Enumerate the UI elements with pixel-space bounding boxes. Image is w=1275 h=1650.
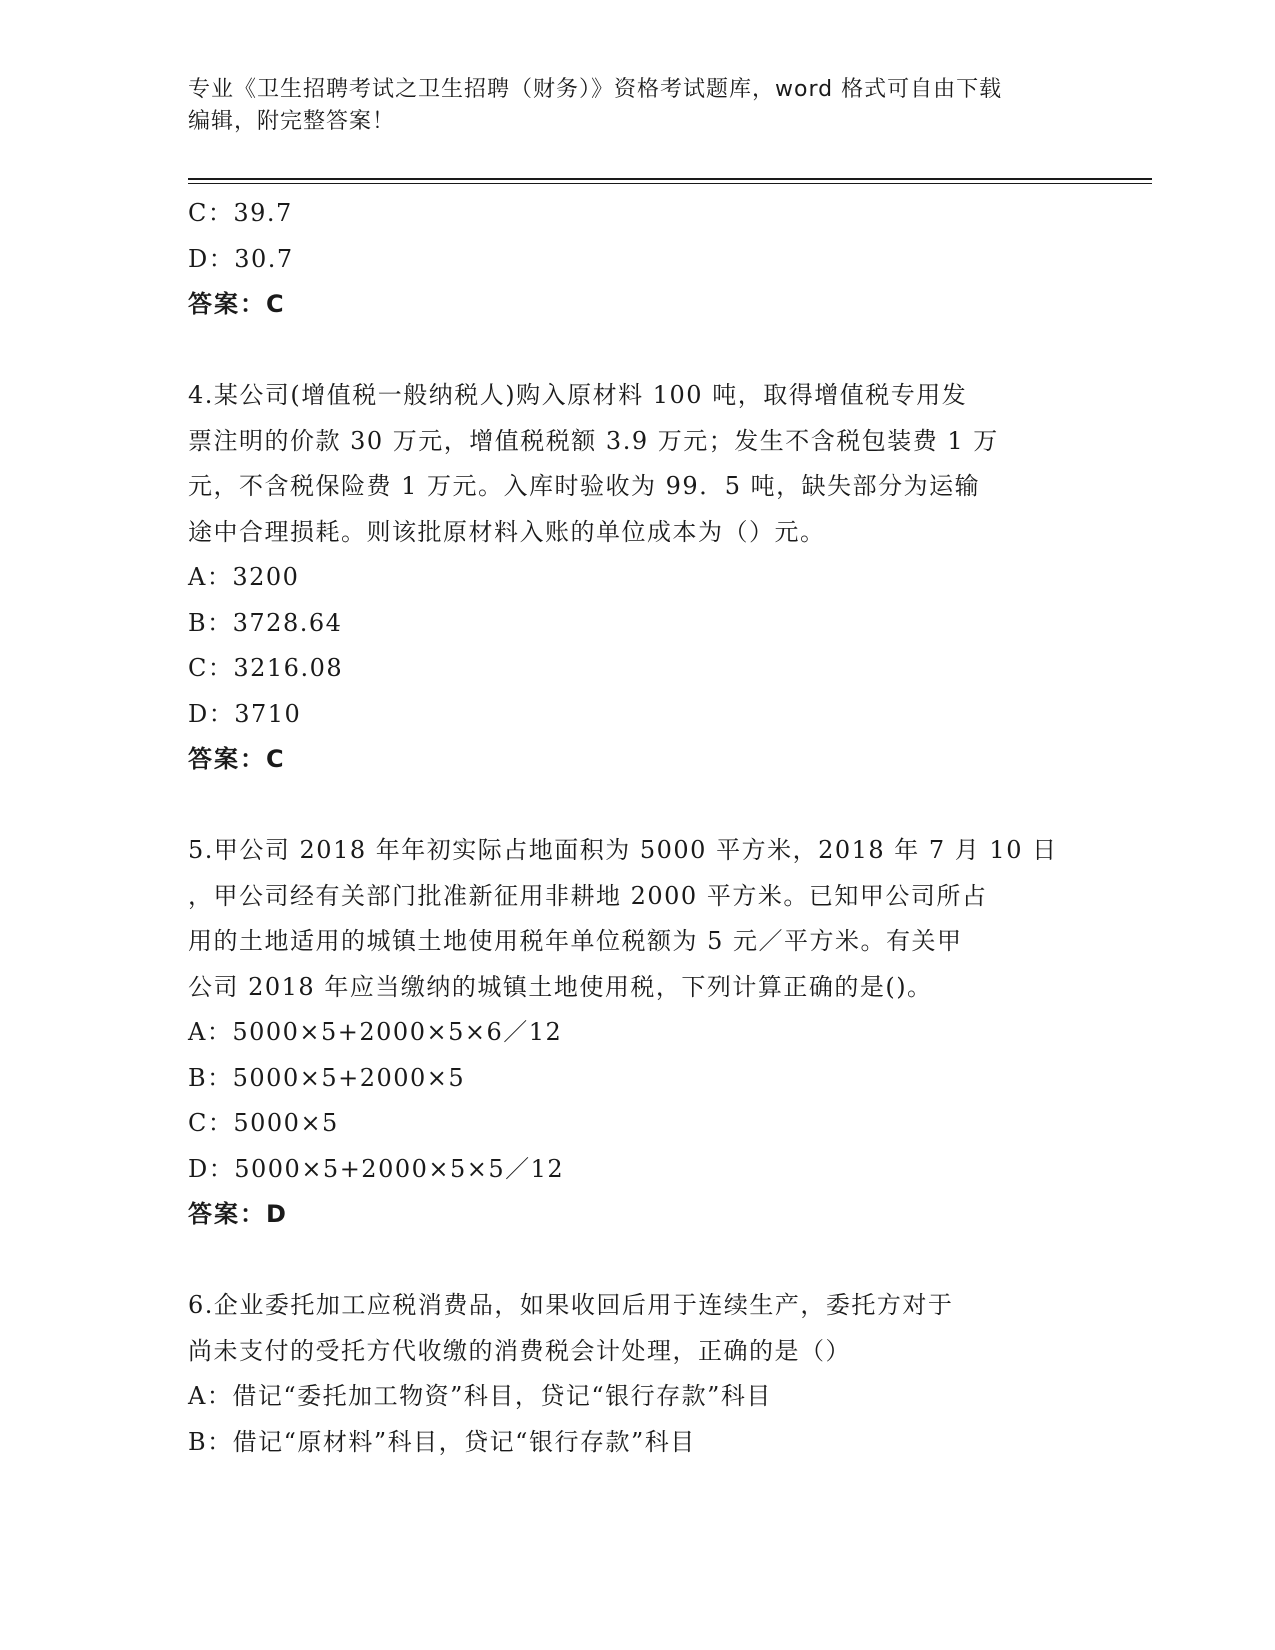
question-stem-line: 票注明的价款 30 万元，增值税税额 3.9 万元；发生不含税包装费 1 万	[188, 426, 999, 455]
spacer	[188, 1238, 1088, 1284]
question-3-tail	[188, 191, 1088, 328]
question-stem-line: ，甲公司经有关部门批准新征用非耕地 2000 平方米。已知甲公司所占	[188, 881, 988, 910]
option-b: B：5000×5+2000×5	[188, 1063, 466, 1092]
question-stem-line: 6.企业委托加工应税消费品，如果收回后用于连续生产，委托方对于	[188, 1291, 954, 1319]
option-b: B：3728.64	[188, 608, 343, 637]
header-rule-thin	[188, 183, 1152, 184]
answer-line: 答案：C	[188, 290, 286, 318]
option-c: C：5000×5	[188, 1109, 339, 1137]
answer-line: 答案：D	[188, 1200, 288, 1228]
question-stem-line: 5.甲公司 2018 年年初实际占地面积为 5000 平方米，2018 年 7 月 10 日	[188, 836, 1058, 864]
spacer	[188, 328, 1088, 374]
question-stem-line: 用的土地适用的城镇土地使用税年单位税额为 5 元／平方米。有关甲	[188, 927, 963, 955]
question-stem-line: 途中合理损耗。则该批原材料入账的单位成本为（）元。	[188, 517, 826, 546]
option-d: D：5000×5+2000×5×5／12	[188, 1154, 565, 1183]
header-line-1: 专业《卫生招聘考试之卫生招聘（财务）》资格考试题库，word 格式可自由下载	[188, 77, 1003, 102]
question-5	[188, 828, 1088, 1238]
header-rule-thick	[188, 178, 1152, 180]
question-stem-line: 元，不含税保险费 1 万元。入库时验收为 99．5 吨，缺失部分为运输	[188, 472, 981, 500]
option-d: D：30.7	[188, 244, 294, 273]
option-b: B：借记“原材料”科目，贷记“银行存款”科目	[188, 1427, 696, 1456]
option-a: A：5000×5+2000×5×6／12	[188, 1018, 563, 1046]
spacer	[188, 783, 1088, 829]
question-6	[188, 1283, 1088, 1465]
page-header	[188, 74, 1088, 138]
question-content	[188, 191, 1088, 1465]
question-4	[188, 373, 1088, 783]
question-stem-line: 4.某公司(增值税一般纳税人)购入原材料 100 吨，取得增值税专用发	[188, 381, 968, 409]
option-d: D：3710	[188, 699, 302, 728]
option-c: C：3216.08	[188, 654, 344, 682]
header-line-2: 编辑，附完整答案！	[188, 109, 396, 134]
answer-line: 答案：C	[188, 745, 286, 773]
question-stem-line: 公司 2018 年应当缴纳的城镇土地使用税，下列计算正确的是()。	[188, 972, 933, 1001]
option-a: A：借记“委托加工物资”科目，贷记“银行存款”科目	[188, 1382, 772, 1410]
option-c: C：39.7	[188, 199, 293, 227]
question-stem-line: 尚未支付的受托方代收缴的消费税会计处理，正确的是（）	[188, 1336, 851, 1365]
option-a: A：3200	[188, 563, 300, 591]
